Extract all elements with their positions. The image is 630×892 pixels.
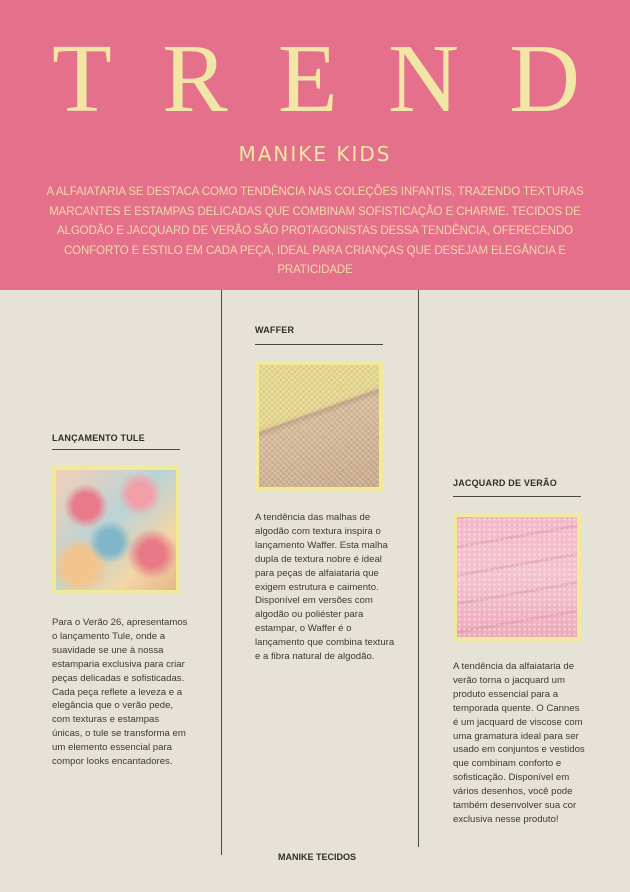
section-rule — [453, 496, 581, 497]
waffer-fabric-image — [255, 361, 383, 491]
title-letter: N — [388, 25, 459, 133]
section-text-waffer: A tendência das malhas de algodão com textura inspira o lançamento Waffer. Esta malha dupla de textura nobre é ideal para peças de alfaiataria que exigem estrutura e caimento. Disponível em versões com algodão ou poliéster para estampar, o Waffer é o lançamento que combina textura e a fibra natural de algodão. — [255, 512, 395, 663]
title-letter: E — [277, 25, 338, 133]
column-divider-right — [418, 290, 419, 847]
tule-fabric-image — [52, 466, 180, 594]
section-text-tule: Para o Verão 26, apresentamos o lançamento Tule, onde a suavidade se une à nossa estamparia exclusiva para criar peças delicadas e sofisticadas. Cada peça reflete a leveza e a elegância que o verão pede, com texturas e estampas únicas, o tule se transforma em um elemento essencial para compor looks encantadores. — [52, 617, 188, 768]
brand-subtitle: MANIKE KIDS — [238, 142, 392, 166]
footer-brand: MANIKE TECIDOS — [277, 852, 356, 862]
section-title-tule: LANÇAMENTO TULE — [52, 433, 145, 443]
section-title-waffer: WAFFER — [255, 325, 295, 335]
title-letter: D — [509, 25, 580, 133]
jacquard-fabric-image — [453, 513, 581, 641]
column-divider-left — [221, 290, 222, 855]
section-text-jacquard: A tendência da alfaiataria de verão torna o jacquard um produto essencial para a temporada quente. O Cannes é um jacquard de viscose com uma gramatura ideal para ser usado em conjuntos e vestidos que combinam conforto e sofisticação. Disponível em vários desenhos, você pode também desenvolver sua cor exclusiva nesse produto! — [453, 661, 585, 825]
title-letter: R — [162, 25, 228, 133]
section-rule — [255, 344, 383, 345]
section-title-jacquard: JACQUARD DE VERÃO — [453, 478, 557, 488]
page-title — [0, 25, 630, 133]
section-rule — [52, 449, 180, 450]
intro-paragraph: A ALFAIATARIA SE DESTACA COMO TENDÊNCIA NAS COLEÇÕES INFANTIS, TRAZENDO TEXTURAS MARCANTES E ESTAMPAS DELICADAS QUE COMBINAM SOFISTICAÇÃO E CHARME. TECIDOS DE ALGODÃO E JACQUARD DE VERÃO SÃO PROTAGONISTAS DESSA TENDÊNCIA, OFERECENDO CONFORTO E ESTILO EM CADA PEÇA, IDEAL PARA CRIANÇAS QUE DESEJAM ELEGÂNCIA E PRATICIDADE — [46, 186, 584, 276]
header-banner — [0, 0, 630, 290]
title-letter: T — [52, 25, 112, 133]
